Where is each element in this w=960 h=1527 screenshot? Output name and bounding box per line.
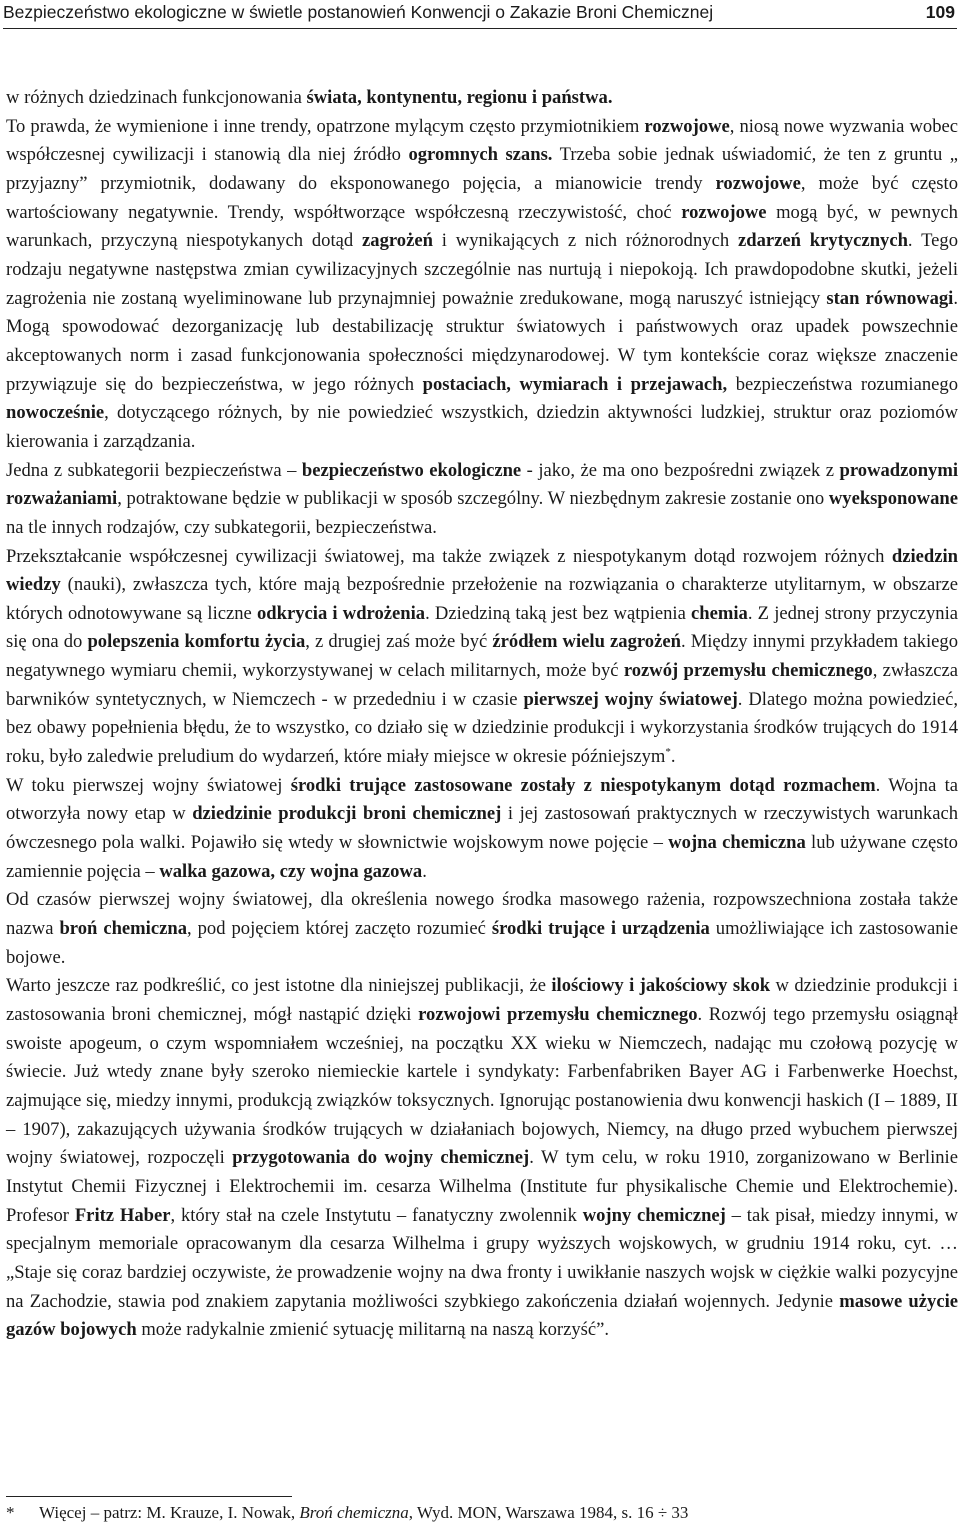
text-run: . Tego rodzaju negatywne następstwa zmian cywilizacyjnych szczególnie nas nurtują i niepokoją. Ich prawdopodobne skutki, jeżeli zagrożenia nie zostaną wyeliminowane lub przynajmniej poważnie zredukowane, mogą naruszyć istniejący <box>6 230 958 309</box>
text-run: Jedna z subkategorii bezpieczeństwa – <box>6 459 302 481</box>
bold-term: dziedzin wiedzy <box>6 545 958 596</box>
text-run: lub używane często zamiennie pojęcia – <box>6 832 958 882</box>
bold-term: broń chemiczna <box>59 918 187 940</box>
bold-term: dziedzinie produkcji broni chemicznej <box>192 803 502 825</box>
bold-term: masowe użycie gazów bojowych <box>6 1290 958 1341</box>
text-run: . Dziedziną taką jest bez wątpienia <box>425 602 692 624</box>
paragraph <box>6 543 958 772</box>
text-run: . Wojna ta otworzyła nowy etap w <box>6 774 958 825</box>
text-run: umożliwiające ich zastosowanie bojowe. <box>6 918 958 968</box>
text-run: To prawda, że wymienione i inne trendy, opatrzone mylącym często przymiotnikiem <box>6 115 645 137</box>
bold-term: Fritz Haber <box>74 1204 171 1226</box>
bold-term: wyeksponowane <box>828 488 958 510</box>
text-run: Od czasów pierwszej wojny światowej, dla określenia nowego środka masowego rażenia, rozpowszechniona została także nazwa <box>6 889 958 940</box>
footnote-mark: * <box>6 1503 15 1522</box>
bold-term: prowadzonymi rozważaniami <box>6 459 958 510</box>
bold-term: odkrycia i wdrożenia <box>257 602 426 624</box>
bold-term: środki trujące zastosowane zostały z niespotykanym dotąd rozmachem <box>290 774 876 796</box>
text-run: w różnych dziedzinach funkcjonowania <box>6 87 307 108</box>
bold-term: źródłem wielu zagrożeń <box>492 631 681 653</box>
text-run: – tak pisał, miedzy innymi, w specjalnym memoriale opracowanym dla cesarza Wilhelma i grupy wyższych wojskowych, w grudniu 1914 roku, cyt. … „Staje się coraz bardziej oczywiste, że prowadzenie wojny na dwa fronty i uwikłanie naszych wojsk w ciężkie walki pozycyjne na Zachodzie, stawia pod znakiem zapytania możliwości szybkiego zakończenia działań wojennych. Jedynie <box>6 1204 959 1312</box>
footnote-text-after: , Wyd. MON, Warszawa 1984, s. 16 ÷ 33 <box>408 1503 689 1522</box>
bold-term: nowocześnie <box>6 402 105 424</box>
text-run: . <box>670 746 676 768</box>
bold-term: środki trujące i urządzenia <box>491 918 710 940</box>
text-run: Przekształcanie współczesnej cywilizacji światowej, ma także związek z niespotykanym dotąd rozwojem różnych <box>6 545 892 567</box>
bold-term: ilościowy i jakościowy skok <box>551 975 771 997</box>
page-number: 109 <box>925 2 955 22</box>
bold-term: rozwój przemysłu chemicznego <box>623 660 873 682</box>
paragraph <box>6 886 958 972</box>
running-header <box>3 0 957 29</box>
text-run: , pod pojęciem której zaczęto rozumieć <box>187 918 492 940</box>
text-run: . Mogą spowodować dezorganizację lub destabilizację struktur światowych i państwowych oraz upadek powszechnie akceptowanych norm i zasad funkcjonowania społeczności międzynarodowej. W tym kontekście coraz większe znaczenie przywiązuje się do bezpieczeństwa, w jego różnych <box>6 287 958 395</box>
paragraph <box>6 457 958 543</box>
text-run: i jej zastosowań praktycznych w rzeczywistych warunkach ówczesnego pola walki. Pojawiło się wtedy w słownictwie wojskowym nowe pojęcie – <box>6 803 959 854</box>
bold-term: postaciach, wymiarach i przejawach, <box>422 373 728 395</box>
body-text <box>6 84 958 1345</box>
text-run: (nauki), zwłaszcza tych, które mają bezpośrednie przełożenie na rozwiązania o charakterze utylitarnym, w obszarze których odnotowywane są liczne <box>6 574 958 624</box>
footnote <box>6 1503 946 1523</box>
paragraph <box>6 772 958 887</box>
text-run: . Dlatego można powiedzieć, bez obawy popełnienia błędu, że to wszystko, co działo się w dziedzinie produkcji i wykorzystania środków trujących do 1914 roku, było zaledwie preludium do wydarzeń, które miały miejsce w okresie późniejszym <box>6 688 959 768</box>
bold-term: rozwojowi przemysłu chemicznego <box>418 1004 698 1025</box>
text-run: , dotyczącego różnych, by nie powiedzieć wszystkich, dziedzin aktywności ludzkiej, struktur oraz poziomów kierowania i zarządzania. <box>6 402 958 452</box>
paragraph <box>6 84 958 113</box>
bold-term: pierwszej wojny światowej <box>523 688 738 710</box>
bold-term: rozwojowe <box>715 172 801 194</box>
footnote-text-before: Więcej – patrz: M. Krauze, I. Nowak, <box>39 1503 300 1522</box>
text-run: , zwłaszcza barwników syntetycznych, w Niemczech - w przededniu i w czasie <box>6 660 958 710</box>
bold-term: stan równowagi <box>826 287 954 309</box>
text-run: w dziedzinie produkcji i zastosowania broni chemicznej, mógł nastąpić dzięki <box>6 975 958 1025</box>
text-run: mogą być, w pewnych warunkach, przyczyną niespotykanych dotąd <box>6 201 958 252</box>
text-run: może radykalnie zmienić sytuację militarną na naszą korzyść”. <box>136 1319 610 1341</box>
text-run: na tle innych rodzajów, czy subkategorii, bezpieczeństwa. <box>6 516 437 538</box>
text-run: W toku pierwszej wojny światowej <box>6 774 291 796</box>
paragraph <box>6 972 958 1345</box>
text-run: i wynikających z nich różnorodnych <box>432 230 738 252</box>
text-run: , z drugiej zaś może być <box>305 631 493 653</box>
bold-term: chemia <box>691 602 748 624</box>
bold-term: wojna chemiczna <box>668 832 806 854</box>
text-run: . W tym celu, w roku 1910, zorganizowano w Berlinie Instytut Chemii Fizycznej i Elektrochemii im. cesarza Wilhelma (Institute fur physikalische Chemie und Elektrochemie). Profesor <box>6 1147 958 1226</box>
text-run: . <box>422 860 427 882</box>
text-run: . Z jednej strony przyczynia się ona do <box>6 602 959 653</box>
text-run: , może być często wartościowany negatywnie. Trendy, współtworzące współczesną rzeczywistość, choć <box>6 172 958 223</box>
footnote-separator <box>6 1496 292 1497</box>
running-header-title: Bezpieczeństwo ekologiczne w świetle postanowień Konwencji o Zakazie Broni Chemicznej <box>3 2 714 22</box>
text-run: , który stał na czele Instytutu – fanatyczny zwolennik <box>170 1204 583 1226</box>
bold-term: ogromnych szans. <box>408 144 553 166</box>
bold-term: zagrożeń <box>362 230 433 252</box>
bold-term: świata, kontynentu, regionu i państwa. <box>306 87 613 108</box>
bold-term: polepszenia komfortu życia <box>87 631 306 653</box>
text-run: , potraktowane będzie w publikacji w sposób szczególny. W niezbędnym zakresie zostanie ono <box>117 488 829 510</box>
text-run: , niosą nowe wyzwania wobec współczesnej cywilizacji i stanowią dla niej źródło <box>6 115 959 166</box>
bold-term: przygotowania do wojny chemicznej <box>232 1147 530 1169</box>
footnote-book-title: Broń chemiczna <box>299 1503 409 1522</box>
bold-term: rozwojowe <box>644 115 730 137</box>
text-run: . Między innymi przykładem takiego negatywnego wymiaru chemii, wykorzystywanej w celach militarnych, może być <box>6 631 959 682</box>
text-run: - jako, że ma ono bezpośredni związek z <box>521 459 840 481</box>
footnote-reference: * <box>665 746 671 759</box>
text-run: . Rozwój tego przemysłu osiągnął swoiste apogeum, o czym wspomniałem wcześniej, na początku XX wieku w Niemczech, nadając mu czołową pozycję w świecie. Już wtedy znane były szeroko niemieckie kartele i syndykaty: Farbenfabriken Bayer AG i Farbenwerke Hoechst, zajmujące się, miedzy innymi, produkcją związków toksycznych. Ignorując postanowienia dwu konwencji haskich (I – 1889, II – 1907), zakazujących używania środków trujących w działaniach bojowych, Niemcy, na długo przed wybuchem pierwszej wojny światowej, rozpoczęli <box>6 1004 958 1169</box>
bold-term: wojny chemicznej <box>582 1204 726 1226</box>
bold-term: bezpieczeństwo ekologiczne <box>301 459 522 481</box>
bold-term: rozwojowe <box>681 201 767 223</box>
text-run: bezpieczeństwa rozumianego <box>727 373 958 395</box>
paragraph <box>6 113 958 457</box>
text-run: Warto jeszcze raz podkreślić, co jest istotne dla niniejszej publikacji, że <box>6 975 552 997</box>
bold-term: zdarzeń krytycznych <box>737 230 908 252</box>
bold-term: walka gazowa, czy wojna gazowa <box>159 860 423 882</box>
text-run: Trzeba sobie jednak uświadomić, że ten z gruntu „ przyjazny” przymiotnik, dodawany do eksponowanego pojęcia, a mianowicie trendy <box>6 144 958 194</box>
